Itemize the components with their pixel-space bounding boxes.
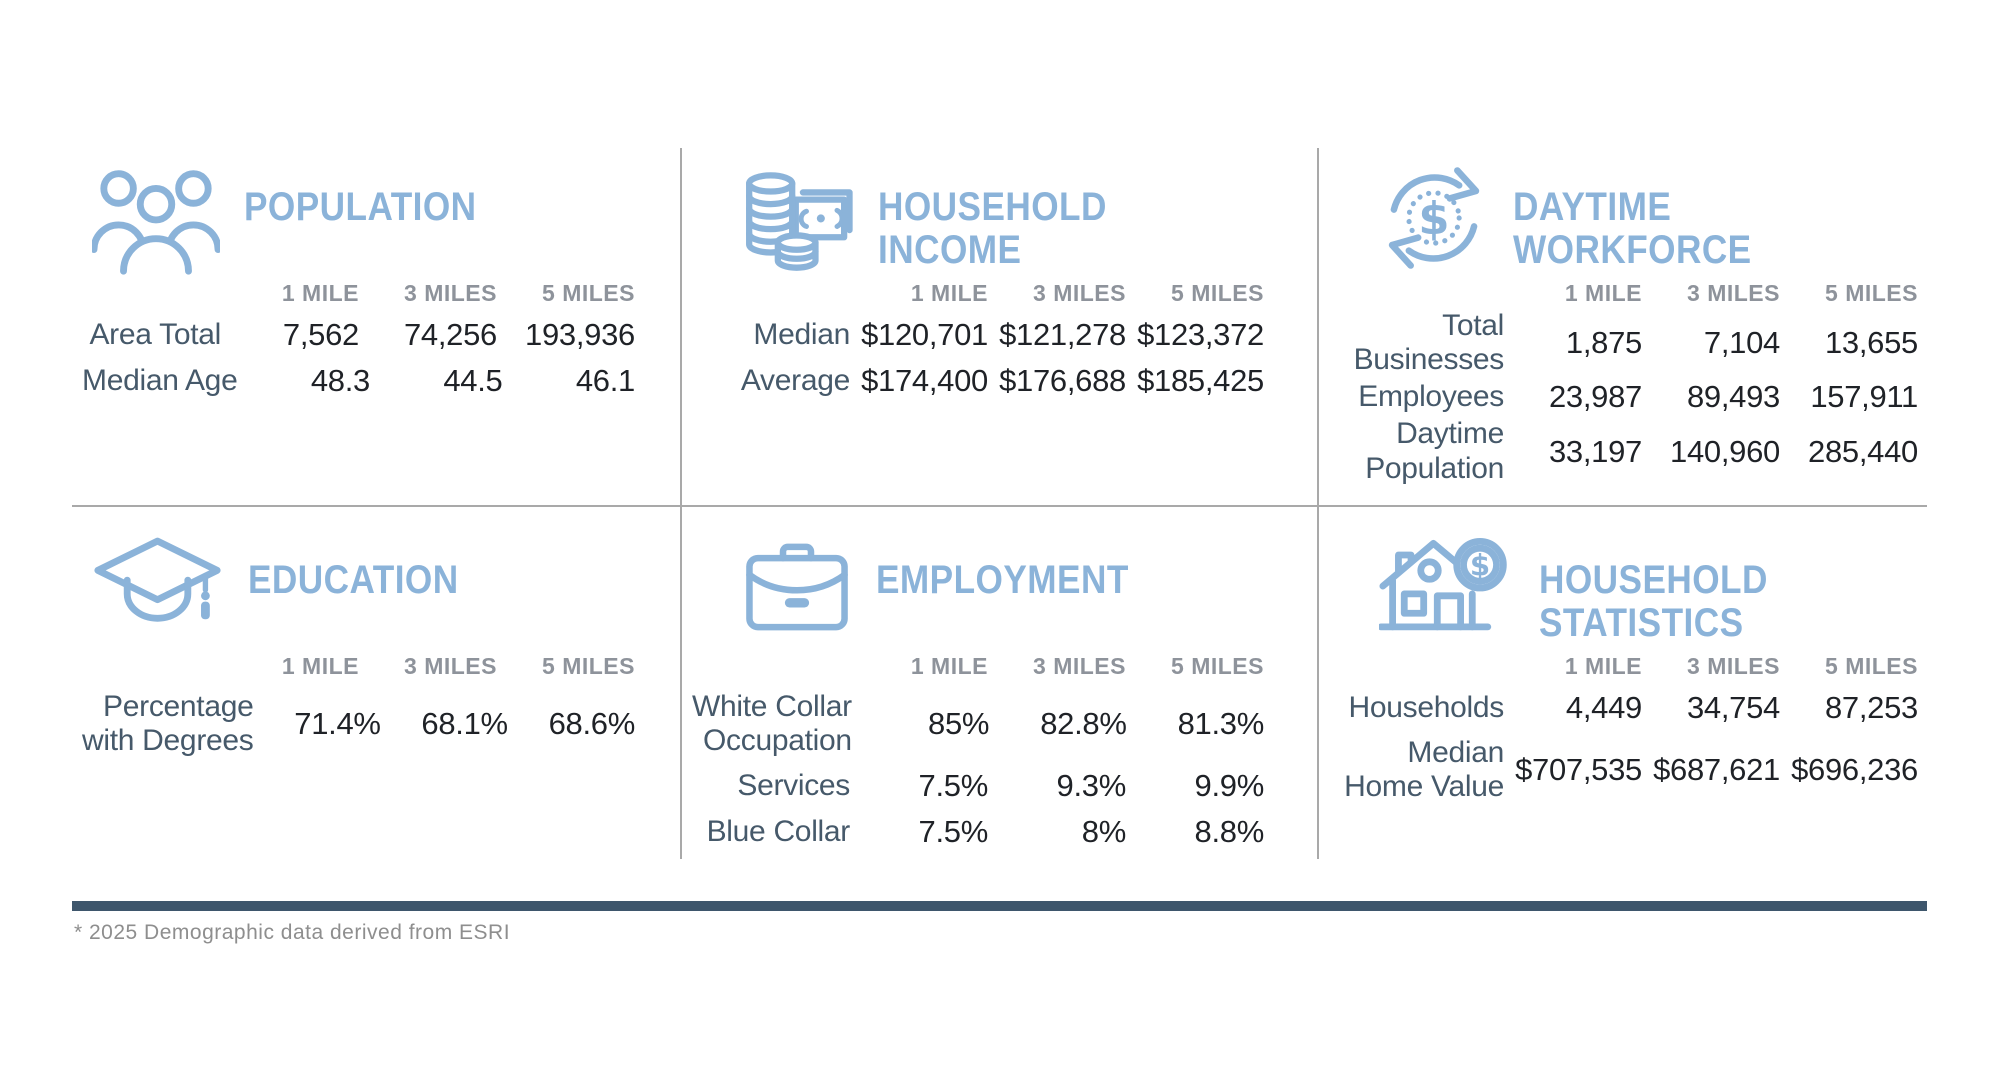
people-icon [92,162,220,276]
row-label: Blue Collar [706,815,850,849]
value-cell: $707,535 [1515,752,1642,788]
row-label: Area Total [89,317,221,351]
value-cell: 1,875 [1565,325,1642,361]
value-cell: 193,936 [525,317,635,352]
column-header-5-miles: 5 MILES [1171,280,1264,306]
panel-title-line: EDUCATION [248,558,459,602]
column-headers [692,653,1264,680]
column-header-1-mile: 1 MILE [910,280,988,306]
table-row [692,317,1264,353]
table-row [1329,736,1918,804]
panel-daytime-workforce-header [1329,162,1918,280]
column-headers [692,280,1264,307]
value-cell: 46.1 [575,363,635,398]
value-cell: 68.1% [421,706,508,742]
value-cell: 140,960 [1670,433,1780,469]
panel-education [72,507,682,859]
value-cell: 34,754 [1686,690,1780,725]
value-cell: 9.3% [1056,768,1126,804]
value-cell: 85% [928,706,990,742]
table-row [692,690,1264,758]
value-cell: 33,197 [1548,433,1642,469]
column-header-3-miles: 3 MILES [1687,653,1780,679]
row-label: Median Home Value [1344,736,1504,804]
row-label: Average [740,363,850,397]
value-cell: $687,621 [1653,752,1780,788]
table-row [692,363,1264,399]
panel-title-line: EMPLOYMENT [876,558,1129,602]
value-cell: 9.9% [1194,768,1264,804]
house-dollar-icon [1379,535,1515,643]
column-headers [82,653,635,680]
panel-title-line: HOUSEHOLD [1539,558,1768,602]
table-row [82,317,635,353]
table-row [1329,417,1918,485]
value-cell: 7.5% [918,768,988,804]
value-cell: $185,425 [1137,363,1264,398]
value-cell: 285,440 [1808,433,1918,469]
column-header-3-miles: 3 MILES [1033,653,1126,679]
value-cell: $174,400 [861,363,988,398]
value-cell: 44.5 [443,363,503,398]
column-header-1-mile: 1 MILE [1564,280,1642,306]
coins-banknote-icon [742,162,854,282]
row-label: Total Businesses [1353,309,1504,377]
panel-household-statistics-header [1329,535,1918,653]
panel-title-line: HOUSEHOLD [878,185,1107,229]
panel-title-line: INCOME [878,228,1022,273]
panel-title [248,535,459,602]
value-cell: 23,987 [1548,379,1642,415]
row-label: Percentage with Degrees [82,690,254,758]
panel-daytime-workforce [1319,148,1927,507]
column-header-1-mile: 1 MILE [1564,653,1642,679]
value-cell: $120,701 [861,317,988,352]
column-header-5-miles: 5 MILES [1825,653,1918,679]
value-cell: 13,655 [1824,325,1918,361]
column-header-1-mile: 1 MILE [910,653,988,679]
panel-population-header [82,162,635,280]
column-headers [82,280,635,307]
value-cell: 71.4% [294,706,381,742]
svg-text:$: $ [1469,548,1491,583]
column-headers [1329,653,1918,680]
panel-title-line: DAYTIME [1513,185,1672,229]
table-row [82,690,635,758]
value-cell: 8.8% [1194,814,1264,850]
briefcase-icon [742,535,852,639]
table-row [1329,309,1918,377]
table-row [82,363,635,399]
panel-title [1539,535,1768,645]
panel-education-header [82,535,635,653]
panel-employment [682,507,1319,859]
value-cell: $121,278 [999,317,1126,352]
cycle-dollar-icon [1379,162,1489,274]
column-header-1-mile: 1 MILE [281,280,359,306]
value-cell: 4,449 [1565,690,1642,725]
panel-title [876,535,1129,602]
svg-text:$: $ [1418,191,1450,245]
value-cell: 74,256 [403,317,497,352]
panel-household-income [682,148,1319,507]
value-cell: $123,372 [1137,317,1264,352]
footer-accent-bar [72,901,1927,911]
panel-title [1513,162,1752,272]
table-row [692,768,1264,804]
value-cell: 81.3% [1177,706,1264,742]
value-cell: $696,236 [1791,752,1918,788]
demographics-grid [72,148,1927,859]
column-header-3-miles: 3 MILES [1033,280,1126,306]
row-label: Employees [1358,380,1504,414]
column-header-5-miles: 5 MILES [542,653,635,679]
panel-title-line: POPULATION [244,185,477,229]
column-header-5-miles: 5 MILES [1825,280,1918,306]
value-cell: 89,493 [1686,379,1780,415]
table-row [1329,690,1918,726]
value-cell: $176,688 [999,363,1126,398]
column-headers [1329,280,1918,307]
column-header-3-miles: 3 MILES [404,653,497,679]
value-cell: 87,253 [1824,690,1918,725]
table-row [692,814,1264,850]
column-header-5-miles: 5 MILES [1171,653,1264,679]
panel-population [72,148,682,507]
value-cell: 8% [1081,814,1126,850]
value-cell: 157,911 [1810,379,1918,415]
value-cell: 7.5% [918,814,988,850]
row-label: Daytime Population [1365,417,1504,485]
footnote: * 2025 Demographic data derived from ESRI [74,921,511,944]
value-cell: 7,562 [282,317,359,352]
graduation-cap-icon [92,535,224,639]
panel-employment-header [692,535,1264,653]
column-header-5-miles: 5 MILES [542,280,635,306]
panel-title [244,162,477,229]
row-label: Median [753,317,850,351]
table-row [1329,379,1918,415]
row-label: Services [737,769,850,803]
panel-title-line: WORKFORCE [1513,228,1752,273]
row-label: Households [1348,690,1504,724]
column-header-3-miles: 3 MILES [1687,280,1780,306]
panel-title-line: STATISTICS [1539,601,1744,646]
column-header-1-mile: 1 MILE [281,653,359,679]
row-label: Median Age [82,363,238,397]
panel-household-income-header [692,162,1264,280]
value-cell: 48.3 [310,363,370,398]
panel-household-statistics [1319,507,1927,859]
value-cell: 82.8% [1040,706,1127,742]
column-header-3-miles: 3 MILES [404,280,497,306]
value-cell: 7,104 [1703,325,1780,361]
panel-title [878,162,1107,272]
value-cell: 68.6% [548,706,635,742]
row-label: White Collar Occupation [692,690,852,758]
